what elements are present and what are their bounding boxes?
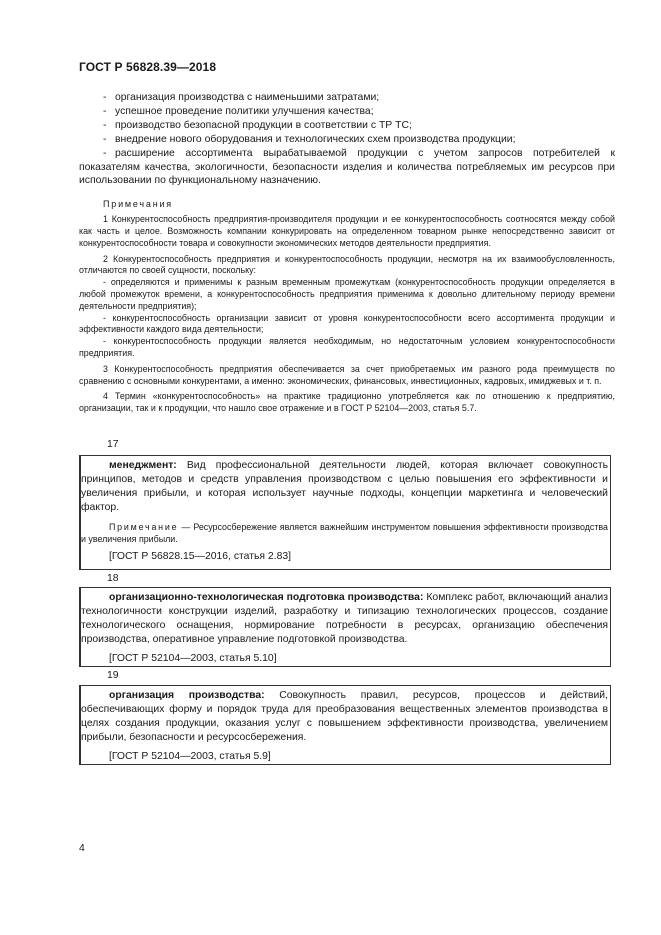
term-name: организационно-технологическая подготовка производства: [109,592,424,603]
term-note: Примечание — Ресурсосбережение является важнейшим инструментом повышения эффективности производства и увеличения прибыли. [81,522,608,544]
term-definition: организационно-технологическая подготовка производства: Комплекс работ, включающий анализ технологичности конструкции изделий, разработку и типизацию технологических процессов, создание технологического оснащения, нормирование потребности в ресурсах, организацию обеспечения производства, оперативное управление подготовкой производства. [81,592,608,645]
note-2-item: - конкурентоспособность организации зависит от уровня конкурентоспособности всего ассортимента продукции и эффективности каждого вида деятельности; [79,312,615,335]
term-name: организация производства: [109,690,265,701]
term-box-17 [79,455,611,570]
term-source: [ГОСТ Р 52104—2003, статья 5.10] [109,653,277,664]
notes-heading: Примечания [103,199,173,210]
note-2: 2 Конкурентоспособность предприятия и конкурентоспособность продукции, несмотря на их взаимообусловленность, отличаются по своей сущности, поскольку: [79,253,615,276]
list-item: - расширение ассортимента вырабатываемой продукции с учетом запросов потребителей к показателям качества, экологичности, безопасности изделия и количества потребляемых им ресурсов при использовании по функциональному назначению. [79,147,615,187]
term-definition: организация производства: Совокупность правил, ресурсов, процессов и действий, обеспечивающих форму и порядок труда для преобразования вещественных элементов производства в целях создания продукции, оказания услуг с повышением эффективности производства, увеличением прибыли, безопасности и ресурсосбережения. [81,690,608,743]
term-box-18 [79,587,611,667]
term-box-19 [79,685,611,765]
list-item: - производство безопасной продукции в соответствии с ТР ТС; [103,119,412,131]
list-item: - успешное проведение политики улучшения качества; [103,105,374,117]
note-2-item: - определяются и применимы к разным временным промежуткам (конкурентоспособность продукции определяется в любой промежуток времени, а конкурентоспособность предприятия применима к довольно длительному периоду времени деятельности предприятия); [79,277,615,311]
note-3: 3 Конкурентоспособность предприятия обеспечивается за счет приобретаемых им разного рода преимуществ по сравнению с основными конкурентами, а именно: экономических, финансовых, инвестиционных, кадровых, имиджевых и т. п. [79,363,615,386]
term-definition: менеджмент: Вид профессиональной деятельности людей, которая включает совокупность принципов, методов и средств управления производством с целью повышения его эффективности и увеличения прибыли, и которая использует научные подходы, концепции маркетинга и человеческий фактор. [81,460,608,513]
term-number-17: 17 [107,439,119,450]
page-number: 4 [79,843,85,854]
note-1: 1 Конкурентоспособность предприятия-производителя продукции и ее конкурентоспособность соотносятся между собой как часть и целое. Возможность компании конкурировать на определенном товарном рынке непосредственно зависит от конкурентоспособности товара и совокупности экономических методов деятельности предприятия. [79,214,615,248]
term-number-19: 19 [107,670,119,681]
list-item: - организация производства с наименьшими затратами; [103,92,380,103]
note-2-item: - конкурентоспособность продукции является необходимым, но недостаточным условием конкурентоспособности предприятия. [79,336,615,359]
notes-block [79,214,615,415]
term-source: [ГОСТ Р 52104—2003, статья 5.9] [109,751,271,762]
main-text [79,91,615,419]
note-4: 4 Термин «конкурентоспособность» на практике традиционно употребляется как по отношению к предприятию, организации, так и к продукции, что нашло свое отражение и в ГОСТ Р 52104—2003, статья 5.7. [79,391,615,414]
term-source: [ГОСТ Р 56828.15—2016, статья 2.83] [109,551,292,562]
list-item: - внедрение нового оборудования и технологических схем производства продукции; [103,133,516,145]
standard-title: ГОСТ Р 56828.39—2018 [79,60,217,74]
term-name: менеджмент: [109,460,177,471]
term-number-18: 18 [107,573,119,584]
